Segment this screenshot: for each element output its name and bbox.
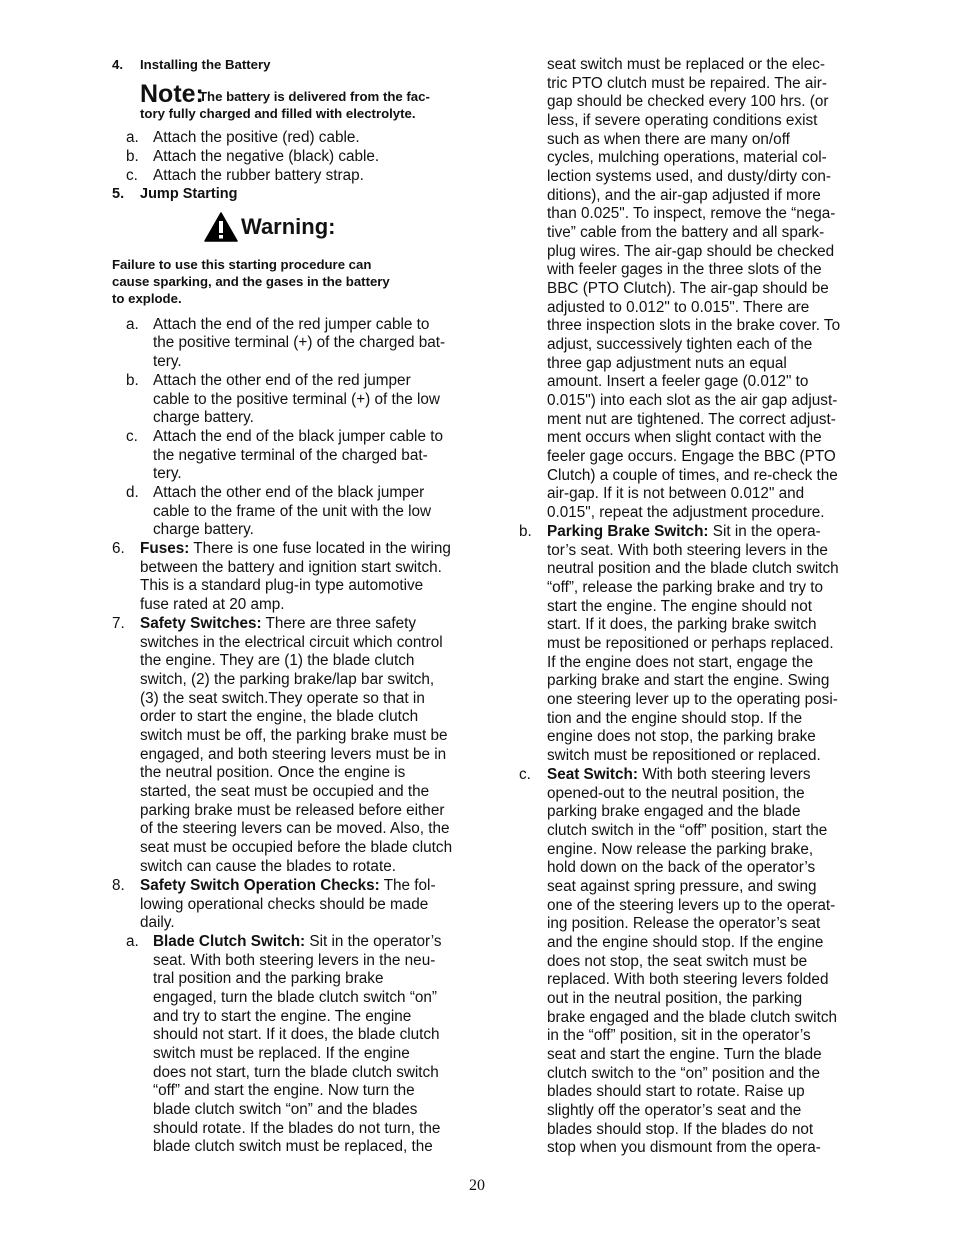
text-line: switches in the electrical circuit which control — [140, 634, 443, 651]
text-line: fuse rated at 20 amp. — [140, 596, 285, 613]
text-line: If the engine does not start, engage the — [547, 654, 814, 671]
text-line: blades should start to rotate. Raise up — [547, 1083, 805, 1100]
text-line: gap should be checked every 100 hrs. (or — [547, 93, 829, 110]
text-line: the positive terminal (+) of the charged bat- — [153, 334, 446, 351]
page-number: 20 — [469, 1177, 485, 1194]
text-line: “off” and start the engine. Now turn the — [153, 1082, 415, 1099]
text-line: seat against spring pressure, and swing — [547, 878, 817, 895]
section-6-number: 6. — [112, 540, 125, 557]
text-line: tor’s seat. With both steering levers in the — [547, 542, 828, 559]
text-line: switch must be off, the parking brake must be — [140, 727, 448, 744]
text-line: engaged, turn the blade clutch switch “on” — [153, 989, 438, 1006]
text-line: tric PTO clutch must be repaired. The air- — [547, 75, 827, 92]
step-label: a. — [126, 316, 139, 333]
text-line: in the “off” position, sit in the operator’s — [547, 1027, 811, 1044]
parking-brake-text — [547, 523, 821, 542]
text-line: the negative terminal of the charged bat- — [153, 447, 428, 464]
text-line: tery. — [153, 465, 182, 482]
text-line: and the engine should stop. If the engine — [547, 934, 824, 951]
text-line: tive” cable from the battery and all spark- — [547, 224, 825, 241]
step-label: a. — [126, 129, 139, 146]
text-line: daily. — [140, 914, 175, 931]
text-line: switch, (2) the parking brake/lap bar switch, — [140, 671, 435, 688]
text-line: the engine. They are (1) the blade clutch — [140, 652, 415, 669]
text-line: “off”, release the parking brake and try to — [547, 579, 824, 596]
text-line: started, the seat must be occupied and the — [140, 783, 430, 800]
text-line: Attach the other end of the red jumper — [153, 372, 411, 389]
text-line: order to start the engine, the blade clutch — [140, 708, 419, 725]
text-line: blade clutch switch must be replaced, the — [153, 1138, 433, 1155]
section-4-title: Installing the Battery — [140, 57, 271, 72]
text-line: opened-out to the neutral position, the — [547, 785, 805, 802]
text-line: should not start. If it does, the blade clutch — [153, 1026, 440, 1043]
section-8-text — [140, 877, 436, 896]
step-label: b. — [519, 523, 532, 540]
text-line: engine does not stop, the parking brake — [547, 728, 816, 745]
text-line: than 0.025". To inspect, remove the “nega- — [547, 205, 836, 222]
text-line: charge battery. — [153, 409, 254, 426]
text-line: start the engine. The engine should not — [547, 598, 813, 615]
text-line: parking brake and start the engine. Swing — [547, 672, 830, 689]
text-run: With both steering levers — [637, 766, 811, 783]
note-label: Note: — [140, 80, 204, 108]
seat-switch-text — [547, 766, 811, 785]
text-line: tral position and the parking brake — [153, 970, 384, 987]
text-run: The fol- — [379, 877, 436, 894]
section-8-number: 8. — [112, 877, 125, 894]
safety-switches-heading: Safety Switches: — [140, 615, 262, 632]
text-line: between the battery and ignition start switch. — [140, 559, 442, 576]
text-line: one of the steering levers up to the operat- — [547, 897, 836, 914]
text-line: Clutch) a couple of times, and re-check the — [547, 467, 838, 484]
text-line: plug wires. The air-gap should be checked — [547, 243, 835, 260]
text-line: one steering lever up to the operating posi- — [547, 691, 838, 708]
text-line: hold down on the back of the operator’s — [547, 859, 816, 876]
text-line: switch must be replaced. If the engine — [153, 1045, 410, 1062]
text-line: slightly off the operator’s seat and the — [547, 1102, 802, 1119]
step-label: b. — [126, 148, 139, 165]
step-label: c. — [519, 766, 531, 783]
text-line: 0.015", repeat the adjustment procedure. — [547, 504, 825, 521]
text-line: air-gap. If it is not between 0.012" and — [547, 485, 805, 502]
text-line: engine. Now release the parking brake, — [547, 841, 814, 858]
text-line: seat must be occupied before the blade clutch — [140, 839, 453, 856]
text-line: cable to the positive terminal (+) of the low — [153, 391, 440, 408]
section-4-number: 4. — [112, 57, 123, 72]
text-line: blades should stop. If the blades do not — [547, 1121, 814, 1138]
section-5-title: Jump Starting — [140, 186, 238, 202]
text-run: There are three safety — [261, 615, 417, 632]
step-label: d. — [126, 484, 139, 501]
text-line: seat and start the engine. Turn the blade — [547, 1046, 822, 1063]
section-7-text — [140, 615, 416, 634]
text-line: amount. Insert a feeler gage (0.012" to — [547, 373, 809, 390]
text-line: adjust, successively tighten each of the — [547, 336, 813, 353]
text-line: does not stop, the seat switch must be — [547, 953, 808, 970]
text-line: Attach the end of the red jumper cable to — [153, 316, 430, 333]
text-line: replaced. With both steering levers folded — [547, 971, 829, 988]
text-line: lowing operational checks should be made — [140, 896, 429, 913]
text-line: ment occurs when slight contact with the — [547, 429, 822, 446]
text-line: blade clutch switch “on” and the blades — [153, 1101, 418, 1118]
text-line: adjusted to 0.012" to 0.015". There are — [547, 299, 810, 316]
text-line: out in the neutral position, the parking — [547, 990, 803, 1007]
text-line: feeler gage occurs. Engage the BBC (PTO — [547, 448, 836, 465]
fuses-heading: Fuses: — [140, 540, 190, 557]
text-line: such as when there are many on/off — [547, 131, 790, 148]
text-line: should rotate. If the blades do not turn, the — [153, 1120, 441, 1137]
text-line: less, if severe operating conditions exist — [547, 112, 818, 129]
text-line: clutch switch to the “on” position and the — [547, 1065, 820, 1082]
text-line: stop when you dismount from the opera- — [547, 1139, 821, 1156]
text-run: Sit in the opera- — [708, 523, 821, 540]
text-run: Sit in the operator’s — [305, 933, 442, 950]
text-line: BBC (PTO Clutch). The air-gap should be — [547, 280, 829, 297]
section-6-text — [140, 540, 451, 559]
step-text: Attach the negative (black) cable. — [153, 148, 380, 165]
text-line: three gap adjustment nuts an equal — [547, 355, 787, 372]
step-label: a. — [126, 933, 139, 950]
text-line: start. If it does, the parking brake switch — [547, 616, 817, 633]
text-line: Attach the end of the black jumper cable to — [153, 428, 443, 445]
text-line: clutch switch in the “off” position, start the — [547, 822, 828, 839]
text-line: does not start, turn the blade clutch switch — [153, 1064, 439, 1081]
warning-text-2: cause sparking, and the gases in the battery — [112, 274, 390, 289]
text-line: ditions), and the air-gap adjusted if more — [547, 187, 821, 204]
text-line: ing position. Release the operator’s seat — [547, 915, 821, 932]
warning-label: Warning: — [241, 214, 336, 239]
note-text-1: The battery is delivered from the fac- — [199, 89, 430, 104]
text-line: with feeler gages in the three slots of the — [547, 261, 822, 278]
text-line: parking brake must be released before either — [140, 802, 445, 819]
blade-clutch-heading: Blade Clutch Switch: — [153, 933, 306, 950]
text-line: 0.015") into each slot as the air gap adjust- — [547, 392, 838, 409]
text-line: seat. With both steering levers in the neu- — [153, 952, 436, 969]
text-line: charge battery. — [153, 521, 254, 538]
warning-text-1: Failure to use this starting procedure can — [112, 257, 372, 272]
text-line: tion and the engine should stop. If the — [547, 710, 803, 727]
text-line: neutral position and the blade clutch switch — [547, 560, 839, 577]
text-line: must be repositioned or perhaps replaced. — [547, 635, 834, 652]
text-line: tery. — [153, 353, 182, 370]
operation-checks-heading: Safety Switch Operation Checks: — [140, 877, 380, 894]
note-text-2: tory fully charged and filled with electrolyte. — [140, 106, 416, 121]
section-7-number: 7. — [112, 615, 125, 632]
parking-brake-heading: Parking Brake Switch: — [547, 523, 709, 540]
step-label: c. — [126, 167, 138, 184]
text-line: lection systems used, and dusty/dirty con- — [547, 168, 831, 185]
text-line: ment nut are tightened. The correct adjust- — [547, 411, 836, 428]
text-line: Attach the other end of the black jumper — [153, 484, 425, 501]
text-line: seat switch must be replaced or the elec- — [547, 56, 826, 73]
warning-heading — [204, 212, 336, 242]
text-line: switch must be repositioned or replaced. — [547, 747, 821, 764]
text-line: three inspection slots in the brake cover. To — [547, 317, 841, 334]
text-line: This is a standard plug-in type automotive — [140, 577, 424, 594]
text-line: and try to start the engine. The engine — [153, 1008, 412, 1025]
text-line: switch can cause the blades to rotate. — [140, 858, 396, 875]
warning-triangle-icon — [204, 212, 238, 242]
blade-clutch-text — [153, 933, 441, 952]
text-line: (3) the seat switch.They operate so that in — [140, 690, 425, 707]
step-label: c. — [126, 428, 138, 445]
seat-switch-heading: Seat Switch: — [547, 766, 638, 783]
text-run: There is one fuse located in the wiring — [189, 540, 451, 557]
step-text: Attach the rubber battery strap. — [153, 167, 364, 184]
section-5-number: 5. — [112, 186, 125, 202]
step-text: Attach the positive (red) cable. — [153, 129, 360, 146]
warning-text-3: to explode. — [112, 291, 182, 306]
text-line: cycles, mulching operations, material col- — [547, 149, 827, 166]
step-label: b. — [126, 372, 139, 389]
text-line: the neutral position. Once the engine is — [140, 764, 406, 781]
text-line: cable to the frame of the unit with the low — [153, 503, 432, 520]
text-line: of the steering levers can be moved. Also, the — [140, 820, 450, 837]
text-line: brake engaged and the blade clutch switch — [547, 1009, 837, 1026]
text-line: engaged, and both steering levers must be in — [140, 746, 447, 763]
text-line: parking brake engaged and the blade — [547, 803, 801, 820]
